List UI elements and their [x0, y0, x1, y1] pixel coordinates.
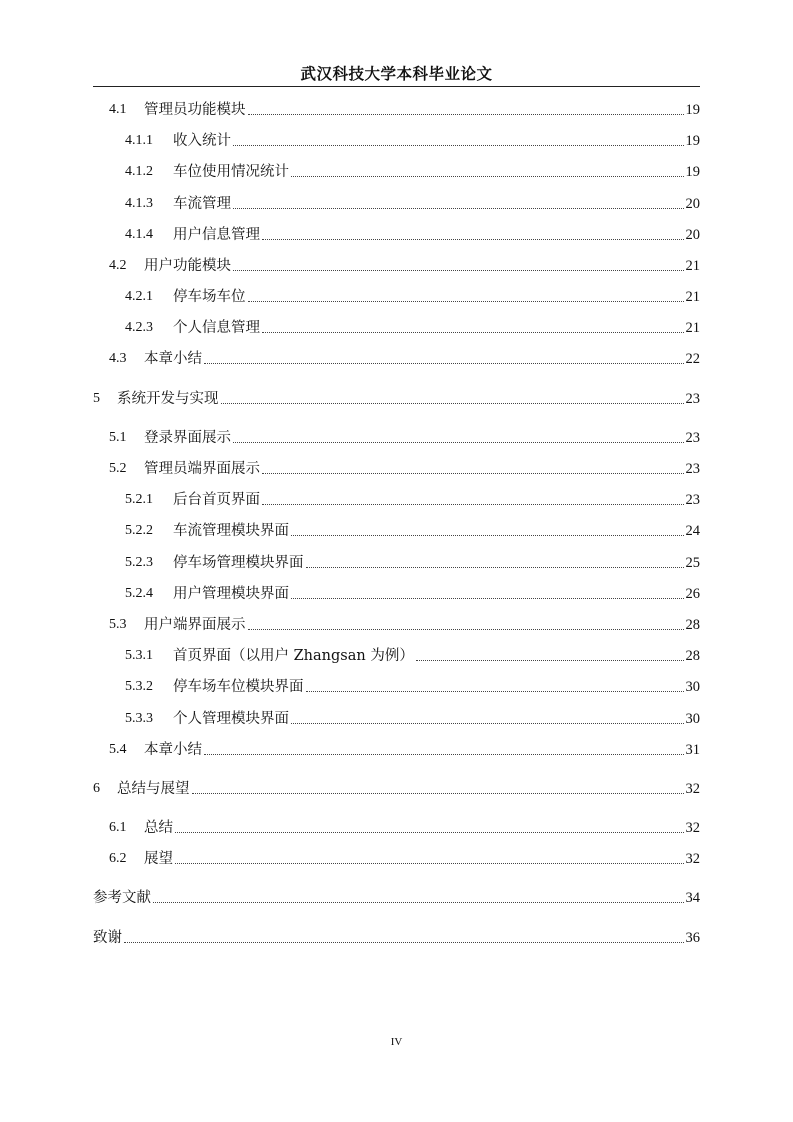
toc-entry-page: 21	[685, 289, 700, 305]
toc-entry-number: 5.3.2	[125, 679, 153, 694]
toc-entry-number: 4.1.1	[125, 133, 153, 148]
toc-entry-page: 34	[685, 890, 700, 906]
toc-entry[interactable]	[125, 553, 700, 573]
toc-leader-dots	[192, 793, 684, 794]
toc-entry-page: 19	[685, 102, 700, 118]
toc-entry-number: 5.1	[109, 430, 127, 445]
toc-entry-title: 参考文献	[93, 890, 151, 906]
toc-entry-page: 31	[685, 742, 700, 758]
toc-leader-dots	[262, 239, 684, 240]
toc-entry[interactable]	[125, 646, 700, 666]
toc-leader-dots	[262, 473, 684, 474]
toc-leader-dots	[306, 567, 684, 568]
toc-entry-title: 车位使用情况统计	[173, 164, 289, 180]
toc-leader-dots	[262, 332, 684, 333]
toc-entry[interactable]	[125, 287, 700, 307]
toc-entry-title: 停车场管理模块界面	[173, 555, 304, 571]
toc-entry[interactable]	[93, 389, 700, 409]
toc-entry-title: 展望	[144, 851, 173, 867]
toc-entry[interactable]	[109, 256, 700, 276]
toc-leader-dots	[291, 535, 684, 536]
toc-leader-dots	[233, 208, 684, 209]
toc-leader-dots	[204, 363, 684, 364]
toc-leader-dots	[306, 691, 684, 692]
toc-entry-title: 总结与展望	[117, 781, 190, 797]
toc-entry-number: 6	[93, 781, 100, 796]
toc-entry-number: 4.1	[109, 102, 127, 117]
toc-leader-dots	[248, 301, 684, 302]
toc-entry-page: 32	[685, 820, 700, 836]
toc-entry-title: 本章小结	[144, 742, 202, 758]
toc-entry[interactable]	[109, 428, 700, 448]
toc-entry-title: 车流管理	[173, 196, 231, 212]
toc-entry-title: 车流管理模块界面	[173, 523, 289, 539]
toc-entry-number: 5.2.3	[125, 555, 153, 570]
toc-entry[interactable]	[109, 100, 700, 120]
toc-leader-dots	[153, 902, 684, 903]
toc-entry[interactable]	[109, 349, 700, 369]
toc-entry-number: 5.3	[109, 617, 127, 632]
toc-entry-number: 5.2.4	[125, 586, 153, 601]
toc-entry-page: 28	[685, 617, 700, 633]
toc-entry[interactable]	[125, 490, 700, 510]
toc-entry[interactable]	[109, 849, 700, 869]
toc-entry[interactable]	[125, 677, 700, 697]
toc-entry-number: 4.1.3	[125, 196, 153, 211]
toc-leader-dots	[204, 754, 684, 755]
toc-entry[interactable]	[125, 225, 700, 245]
toc-entry-page: 22	[685, 351, 700, 367]
toc-entry-title: 登录界面展示	[144, 430, 231, 446]
toc-leader-dots	[221, 403, 684, 404]
toc-entry-title: 收入统计	[173, 133, 231, 149]
toc-entry-title: 致谢	[93, 930, 122, 946]
toc-entry-number: 5.3.1	[125, 648, 153, 663]
toc-leader-dots	[291, 723, 684, 724]
toc-leader-dots	[291, 598, 684, 599]
toc-entry[interactable]	[109, 615, 700, 635]
toc-entry-title: 用户端界面展示	[144, 617, 246, 633]
toc-entry-page: 23	[685, 492, 700, 508]
toc-entry-number: 4.2	[109, 258, 127, 273]
toc-entry-page: 28	[685, 648, 700, 664]
toc-leader-dots	[175, 863, 684, 864]
toc-leader-dots	[262, 504, 684, 505]
toc-entry-page: 30	[685, 679, 700, 695]
toc-entry-page: 23	[685, 461, 700, 477]
toc-entry-number: 4.1.2	[125, 164, 153, 179]
toc-entry-page: 25	[685, 555, 700, 571]
toc-entry-page: 32	[685, 851, 700, 867]
toc-entry-number: 6.1	[109, 820, 127, 835]
toc-entry[interactable]	[125, 131, 700, 151]
toc-entry-title: 个人管理模块界面	[173, 711, 289, 727]
toc-leader-dots	[233, 145, 684, 146]
toc-entry-page: 21	[685, 320, 700, 336]
toc-entry-page: 21	[685, 258, 700, 274]
toc-entry-title: 用户功能模块	[144, 258, 231, 274]
toc-entry-number: 4.2.1	[125, 289, 153, 304]
toc-leader-dots	[248, 114, 684, 115]
toc-entry-number: 5.2.1	[125, 492, 153, 507]
toc-entry-title: 停车场车位	[173, 289, 246, 305]
toc-entry-number: 5.2	[109, 461, 127, 476]
toc-entry-title: 本章小结	[144, 351, 202, 367]
toc-entry-number: 5.4	[109, 742, 127, 757]
toc-entry[interactable]	[125, 709, 700, 729]
toc-entry-page: 36	[685, 930, 700, 946]
toc-entry-title: 个人信息管理	[173, 320, 260, 336]
toc-entry[interactable]	[109, 459, 700, 479]
toc-leader-dots	[416, 660, 684, 661]
toc-entry-title: 后台首页界面	[173, 492, 260, 508]
toc-entry-page: 26	[685, 586, 700, 602]
toc-entry-title: 首页界面（以用户 Zhangsan 为例）	[173, 648, 414, 664]
toc-entry[interactable]	[93, 779, 700, 799]
toc-leader-dots	[233, 270, 684, 271]
toc-entry-number: 5.3.3	[125, 711, 153, 726]
toc-entry-title: 管理员功能模块	[144, 102, 246, 118]
toc-entry[interactable]	[93, 888, 700, 908]
toc-leader-dots	[291, 176, 684, 177]
toc-entry[interactable]	[125, 318, 700, 338]
toc-entry-title: 用户信息管理	[173, 227, 260, 243]
toc-entry-number: 5	[93, 391, 100, 406]
toc-leader-dots	[248, 629, 684, 630]
toc-entry[interactable]	[93, 928, 700, 948]
toc-entry[interactable]	[125, 194, 700, 214]
toc-leader-dots	[175, 832, 684, 833]
toc-entry[interactable]	[125, 521, 700, 541]
toc-entry-title: 用户管理模块界面	[173, 586, 289, 602]
toc-entry-title: 停车场车位模块界面	[173, 679, 304, 695]
toc-entry-page: 30	[685, 711, 700, 727]
toc-leader-dots	[124, 942, 684, 943]
toc-entry-page: 23	[685, 430, 700, 446]
page-header-title: 武汉科技大学本科毕业论文	[300, 64, 493, 83]
page-number: IV	[390, 1036, 403, 1048]
toc-entry[interactable]	[109, 818, 700, 838]
toc-entry-page: 32	[685, 781, 700, 797]
toc-entry-page: 19	[685, 164, 700, 180]
toc-entry[interactable]	[125, 584, 700, 604]
toc-entry-page: 19	[685, 133, 700, 149]
toc-entry-title: 管理员端界面展示	[144, 461, 260, 477]
toc-entry-number: 5.2.2	[125, 523, 153, 538]
toc-entry-page: 20	[685, 227, 700, 243]
toc-entry-page: 23	[685, 391, 700, 407]
toc-entry-number: 4.2.3	[125, 320, 153, 335]
toc-entry-page: 20	[685, 196, 700, 212]
toc-entry-title: 总结	[144, 820, 173, 836]
toc-entry-page: 24	[685, 523, 700, 539]
toc-entry[interactable]	[125, 162, 700, 182]
toc-leader-dots	[233, 442, 684, 443]
toc-entry-number: 4.1.4	[125, 227, 153, 242]
toc-entry-number: 6.2	[109, 851, 127, 866]
toc-entry-title: 系统开发与实现	[117, 391, 219, 407]
toc-entry-number: 4.3	[109, 351, 127, 366]
toc-entry[interactable]	[109, 740, 700, 760]
